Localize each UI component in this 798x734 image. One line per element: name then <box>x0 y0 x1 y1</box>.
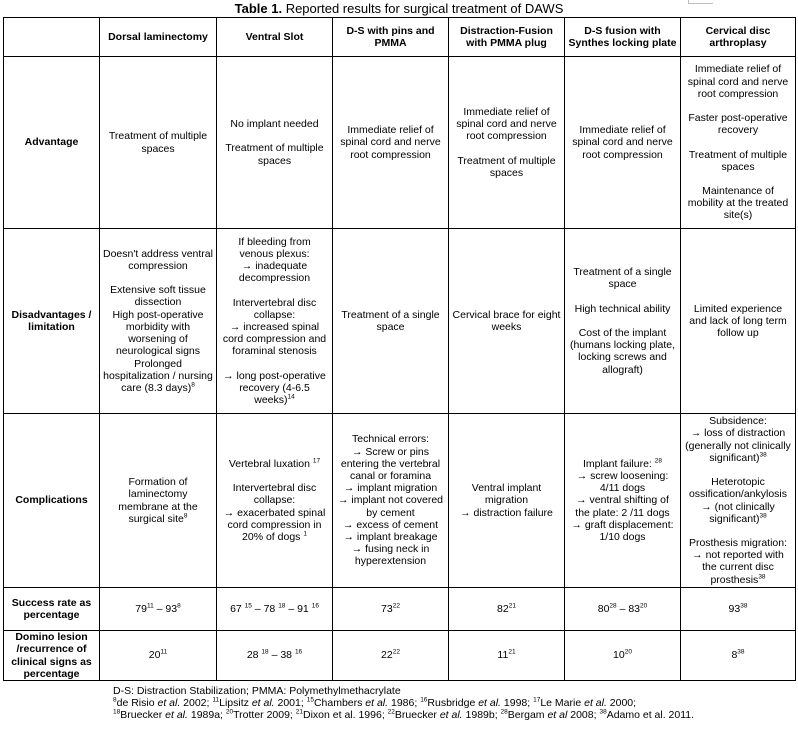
cell-ds-synthes-plate <box>565 631 681 681</box>
cell-text: → inadequate decompression <box>238 260 311 285</box>
citation-superscript: 38 <box>740 602 748 610</box>
citation-superscript: 8 <box>191 381 195 389</box>
cell-text: Treatment of multiple spaces <box>225 142 324 167</box>
header-ds-pins-pmma: D-S with pins and PMMA <box>333 18 449 57</box>
results-table <box>3 17 796 681</box>
caption-label: Table 1. <box>234 1 283 16</box>
cell-ds-synthes-plate <box>565 57 681 229</box>
cell-text: High post-operative morbidity with worsening of neurological signs <box>112 308 204 358</box>
reference-number: 8 <box>113 696 117 704</box>
reference-number: 28 <box>500 708 508 716</box>
paragraph-gap <box>103 272 213 284</box>
citation-superscript: 15 <box>244 602 252 610</box>
reference-number: 20 <box>225 708 234 716</box>
reference-entry: $^{18}$Bruecker et al. 1989a; <box>113 708 226 722</box>
et-al: et al. <box>251 697 275 710</box>
cell-text: Cervical brace for eight weeks <box>452 308 561 333</box>
row-complications <box>4 414 796 588</box>
cell-text: $10^{20}$ <box>613 648 632 662</box>
cell-ds-pins-pmma <box>333 57 449 229</box>
row-domino-lesion <box>4 631 796 681</box>
cell-text: Immediate relief of spinal cord and nerve root compression <box>456 105 557 143</box>
reference-number: 22 <box>387 708 395 716</box>
header-ventral-slot: Ventral Slot <box>217 18 333 57</box>
cell-text: Treatment of multiple spaces <box>457 154 556 179</box>
cell-ds-pins-pmma <box>333 414 449 588</box>
citation-superscript: 38 <box>737 648 745 656</box>
header-distraction-fusion: Distraction-Fusion with PMMA plug <box>449 18 565 57</box>
cell-text: Prosthesis migration: <box>688 536 788 549</box>
cell-text: → increased spinal cord compression and foraminal stenosis <box>222 321 327 358</box>
cell-disc-arthroplasy <box>681 414 796 588</box>
citation-superscript: 28 <box>654 457 663 465</box>
page-corner-mark <box>688 0 713 4</box>
cell-text: Immediate relief of spinal cord and nerve root compression <box>572 124 673 161</box>
cell-text: → exacerbated spinal cord compression in 20% of dogs $^1$ <box>223 506 326 543</box>
cell-text: → excess of cement <box>342 518 439 531</box>
cell-ds-synthes-plate <box>565 229 681 414</box>
footnote-references <box>113 697 793 721</box>
footnote <box>113 685 793 722</box>
cell-dorsal-laminectomy <box>100 588 217 631</box>
cell-text: → implant not covered by cement <box>337 494 444 519</box>
cell-text: $82^{21}$ <box>497 602 516 615</box>
cell-text: Treatment of a single space <box>341 308 440 333</box>
paragraph-gap <box>220 470 329 482</box>
caption-text: Reported results for surgical treatment of DAWS <box>282 1 564 16</box>
cell-text: → Screw or pins entering the vertebral canal or foramina <box>340 445 441 482</box>
cell-text: $93^{38}$ <box>728 602 748 615</box>
cell-ventral-slot <box>217 588 333 631</box>
reference-number: 21 <box>295 708 304 716</box>
reference-entry: $^{15}$Chambers et al. 1986; <box>306 696 421 710</box>
cell-text: → ventral shifting of the plate: 2 /11 dogs <box>575 494 670 519</box>
cell-disc-arthroplasy <box>681 229 796 414</box>
citation-superscript: 21 <box>508 648 516 656</box>
cell-text: 28 $^{18}$ – 38 $^{16}$ <box>246 648 303 662</box>
row-disadvantages <box>4 229 796 414</box>
cell-text: If bleeding from venous plexus: <box>238 235 311 260</box>
row-label: Disadvantages / limitation <box>4 229 100 414</box>
et-al: et al. <box>584 697 607 710</box>
cell-text: $22^{22}$ <box>381 648 400 662</box>
cell-text: Vertebral luxation $^{17}$ <box>228 457 321 470</box>
row-advantage <box>4 57 796 229</box>
citation-superscript: 38 <box>759 512 767 520</box>
cell-text: → (not clinically significant)$^{38}$ <box>701 500 775 525</box>
cell-text: No implant needed <box>230 118 319 131</box>
citation-superscript: 20 <box>624 648 632 656</box>
citation-superscript: 28 <box>609 602 617 610</box>
cell-dorsal-laminectomy <box>100 229 217 414</box>
cell-ventral-slot <box>217 229 333 414</box>
row-label: Success rate as percentage <box>4 588 100 631</box>
header-dorsal-laminectomy: Dorsal laminectomy <box>100 18 217 57</box>
footnote-abbreviations: D-S: Distraction Stabilization; PMMA: Polymethylmethacrylate <box>113 685 401 697</box>
row-label: Advantage <box>4 57 100 229</box>
citation-superscript: 8 <box>183 512 188 520</box>
header-row <box>4 18 796 57</box>
reference-number: 18 <box>113 708 121 716</box>
cell-text: Limited experience and lack of long term follow up <box>689 302 787 340</box>
et-al: et al. <box>365 697 389 710</box>
reference-entry: $^{17}$Le Marie et al. 2000; <box>533 696 637 710</box>
cell-text: $79^{11} - 93^8$ <box>135 602 181 615</box>
et-al: et al <box>547 709 568 722</box>
cell-text: Doesn't address ventral compression <box>103 247 213 273</box>
paragraph-gap <box>684 525 792 537</box>
cell-ventral-slot <box>217 631 333 681</box>
cell-dorsal-laminectomy <box>100 414 217 588</box>
cell-distraction-fusion <box>449 631 565 681</box>
cell-text: 67 $^{15}$ – 78 $^{18}$ – 91 $^{16}$ <box>230 602 319 615</box>
cell-text: Extensive soft tissue dissection <box>110 284 206 309</box>
citation-superscript: 38 <box>759 451 767 459</box>
cell-text: Heterotopic ossification/ankylosis <box>688 476 788 501</box>
cell-text: $80^{28} - 83^{20}$ <box>597 602 648 615</box>
paragraph-gap <box>684 137 792 149</box>
cell-text: Technical errors: <box>351 433 430 446</box>
cell-text: → screw loosening: 4/11 dogs <box>576 469 669 495</box>
cell-ds-pins-pmma <box>333 229 449 414</box>
cell-text: → implant migration <box>343 482 438 495</box>
paragraph-gap <box>568 291 677 303</box>
citation-superscript: 22 <box>392 602 400 610</box>
cell-text: Prolonged hospitalization / nursing care (8.3 days)$^8$ <box>103 357 213 394</box>
cell-text: → long post-operative recovery (4-6.5 weeks)$^{14}$ <box>223 369 326 407</box>
cell-text: → not reported with the current disc prosthesis$^{38}$ <box>692 549 784 586</box>
cell-text: Intervertebral disc collapse: <box>232 296 317 321</box>
row-label: Complications <box>4 414 100 588</box>
cell-disc-arthroplasy <box>681 57 796 229</box>
reference-number: 16 <box>420 696 428 704</box>
citation-superscript: 16 <box>294 648 303 656</box>
reference-entry: $^{20}$Trotter 2009; <box>225 708 296 722</box>
header-cell-empty <box>4 18 100 57</box>
citation-superscript: 22 <box>392 648 400 656</box>
citation-superscript: 17 <box>312 457 321 465</box>
citation-superscript: 18 <box>261 648 269 656</box>
reference-number: 11 <box>212 696 220 704</box>
row-success-rate <box>4 588 796 631</box>
cell-ventral-slot <box>217 57 333 229</box>
cell-distraction-fusion <box>449 588 565 631</box>
reference-entry: $^{21}$Dixon et al. 1996; <box>295 708 388 722</box>
cell-disc-arthroplasy <box>681 631 796 681</box>
citation-superscript: 38 <box>758 573 766 581</box>
et-al: et al. <box>478 697 501 710</box>
cell-dorsal-laminectomy <box>100 57 217 229</box>
citation-superscript: 16 <box>311 602 319 610</box>
cell-text: $20^{11}$ <box>148 648 168 662</box>
paragraph-gap <box>568 315 677 327</box>
cell-text: High technical ability <box>574 302 671 315</box>
paragraph-gap <box>684 464 792 476</box>
cell-text: Implant failure: $^{28}$ <box>582 457 663 470</box>
cell-text: Cost of the implant (humans locking plate, locking screws and allograft) <box>569 326 676 376</box>
cell-text: → loss of distraction (generally not clinically significant)$^{38}$ <box>685 427 791 464</box>
cell-ds-pins-pmma <box>333 631 449 681</box>
cell-text: $11^{21}$ <box>497 648 516 662</box>
cell-text: Immediate relief of spinal cord and nerve root compression <box>687 63 789 100</box>
et-al: et al. <box>165 709 188 722</box>
cell-text: Maintenance of mobility at the treated site(s) <box>687 184 789 222</box>
cell-text: Intervertebral disc collapse: <box>232 482 317 507</box>
cell-text: Faster post-operative recovery <box>688 112 788 137</box>
cell-distraction-fusion <box>449 229 565 414</box>
cell-ds-synthes-plate <box>565 414 681 588</box>
cell-text: Subsidence: <box>709 415 767 428</box>
citation-superscript: 1 <box>303 530 307 538</box>
cell-text: $73^{22}$ <box>381 602 400 615</box>
cell-text: → fusing neck in hyperextension <box>351 543 430 568</box>
citation-superscript: 11 <box>160 648 168 656</box>
citation-superscript: 18 <box>278 602 286 610</box>
cell-distraction-fusion <box>449 414 565 588</box>
cell-text: → graft displacement: 1/10 dogs <box>571 518 674 543</box>
cell-text: Immediate relief of spinal cord and nerve root compression <box>340 124 441 161</box>
citation-superscript: 20 <box>640 602 648 610</box>
cell-text: → distraction failure <box>460 506 553 519</box>
paragraph-gap <box>452 143 561 155</box>
reference-entry: $^{38}$Adamo et al. 2011. <box>599 708 695 722</box>
reference-number: 15 <box>306 696 314 704</box>
cell-dorsal-laminectomy <box>100 631 217 681</box>
et-al: et al. <box>439 709 463 722</box>
cell-text: Ventral implant migration <box>471 482 542 507</box>
paragraph-gap <box>220 130 329 142</box>
table-caption <box>0 1 798 16</box>
paragraph-gap <box>220 285 329 297</box>
citation-superscript: 8 <box>177 602 181 610</box>
reference-entry: $^{28}$Bergam et al 2008; <box>500 708 600 722</box>
paragraph-gap <box>684 173 792 185</box>
paragraph-gap <box>684 100 792 112</box>
reference-entry: $^8$de Risio et al. 2002; <box>113 696 213 710</box>
et-al: et al. <box>157 697 181 710</box>
row-label: Domino lesion /recurrence of clinical signs as percentage <box>4 631 100 681</box>
cell-text: Treatment of a single space <box>573 266 672 291</box>
cell-ds-pins-pmma <box>333 588 449 631</box>
cell-ventral-slot <box>217 414 333 588</box>
reference-number: 38 <box>599 708 607 716</box>
paragraph-gap <box>220 358 329 370</box>
cell-text: Treatment of multiple spaces <box>688 148 788 173</box>
cell-text: Formation of laminectomy membrane at the surgical site$^8$ <box>118 476 198 525</box>
reference-entry: $^{16}$Rusbridge et al. 1998; <box>420 696 534 710</box>
citation-superscript: 14 <box>287 393 295 401</box>
citation-superscript: 11 <box>146 602 154 610</box>
cell-text: $8^{38}$ <box>731 648 745 662</box>
reference-number: 17 <box>533 696 541 704</box>
cell-disc-arthroplasy <box>681 588 796 631</box>
reference-entry: $^{11}$Lipsitz et al. 2001; <box>212 696 307 710</box>
reference-entry: $^{22}$Bruecker et al. 1989b; <box>387 708 501 722</box>
citation-superscript: 21 <box>508 602 516 610</box>
header-ds-synthes-plate: D-S fusion with Synthes locking plate <box>565 18 681 57</box>
cell-text: → implant breakage <box>343 531 438 543</box>
cell-distraction-fusion <box>449 57 565 229</box>
cell-ds-synthes-plate <box>565 588 681 631</box>
header-disc-arthroplasy: Cervical disc arthroplasy <box>681 18 796 57</box>
cell-text: Treatment of multiple spaces <box>108 130 208 155</box>
